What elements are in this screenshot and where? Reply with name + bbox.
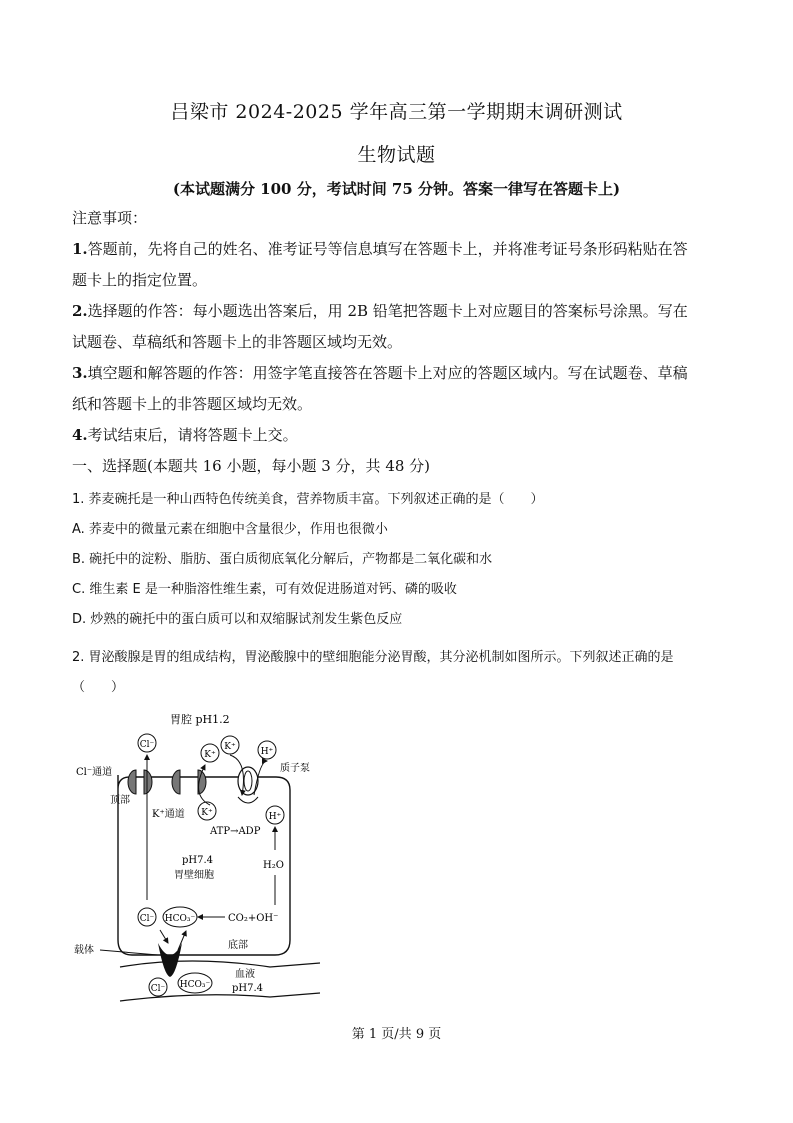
notice-item-3-cont: 纸和答题卡上的非答题区域均无效。 xyxy=(72,395,313,413)
section-title: 一、选择题(本题共 16 小题，每小题 3 分，共 48 分) xyxy=(72,457,431,475)
notice-num: 3. xyxy=(72,364,88,382)
svg-text:K⁺: K⁺ xyxy=(201,808,213,818)
carrier-label: 载体 xyxy=(74,945,94,956)
svg-text:HCO₃⁻: HCO₃⁻ xyxy=(179,980,211,990)
q1-option-c: C. 维生素 E 是一种脂溶性维生素，可有效促进肠道对钙、磷的吸收 xyxy=(72,582,457,597)
blood-ph-label: pH7.4 xyxy=(232,983,264,994)
svg-text:H⁺: H⁺ xyxy=(260,747,274,757)
notice-item-3 xyxy=(72,358,722,389)
svg-text:K⁺: K⁺ xyxy=(204,750,216,760)
svg-text:K⁺: K⁺ xyxy=(224,742,236,752)
q2-stem-cont: （ ） xyxy=(72,680,125,695)
blood-vessel-top xyxy=(120,961,320,967)
h2o-label: H₂O xyxy=(263,860,284,871)
notice-text: 考试结束后，请将答题卡上交。 xyxy=(87,426,298,444)
subject-title: 生物试题 xyxy=(357,144,436,166)
notice-item-2-cont: 试题卷、草稿纸和答题卡上的非答题区域均无效。 xyxy=(72,333,403,351)
svg-text:Cl⁻: Cl⁻ xyxy=(139,914,155,924)
q1-option-d: D. 炒熟的碗托中的蛋白质可以和双缩脲试剂发生紫色反应 xyxy=(72,612,403,627)
svg-text:H⁺: H⁺ xyxy=(268,812,282,822)
atp-label: ATP→ADP xyxy=(210,826,261,837)
notice-num: 1. xyxy=(72,240,88,258)
notice-item-1-cont: 题卡上的指定位置。 xyxy=(72,271,208,289)
q1-option-b: B. 碗托中的淀粉、脂肪、蛋白质彻底氧化分解后，产物都是二氧化碳和水 xyxy=(72,552,493,567)
notice-text: 答题前，先将自己的姓名、准考证号等信息填写在答题卡上，并将准考证号条形码粘贴在答 xyxy=(87,240,688,258)
co2-label: CO₂+OH⁻ xyxy=(228,913,279,924)
q1-stem: 1. 荞麦碗托是一种山西特色传统美食，营养物质丰富。下列叙述正确的是（ ） xyxy=(72,492,544,507)
exam-note: (本试题满分 100 分，考试时间 75 分钟。答案一律写在答题卡上) xyxy=(172,180,621,198)
proton-pump-label: 质子泵 xyxy=(280,763,310,774)
notice-num: 4. xyxy=(72,426,88,444)
cell-ph-label: pH7.4 xyxy=(182,855,214,866)
blood-label: 血液 xyxy=(235,969,255,980)
notice-text: 填空题和解答题的作答：用签字笔直接答在答题卡上对应的答题区域内。写在试题卷、草稿 xyxy=(87,364,688,382)
cl-channel-label: Cl⁻通道 xyxy=(76,767,113,778)
basal-label: 底部 xyxy=(228,940,248,951)
svg-text:Cl⁻: Cl⁻ xyxy=(139,740,155,750)
notice-heading: 注意事项： xyxy=(72,209,148,227)
apical-label: 顶部 xyxy=(110,795,130,806)
k-channel-label: K⁺通道 xyxy=(152,809,185,820)
notice-item-1 xyxy=(72,234,722,265)
cell-name-label: 胃壁细胞 xyxy=(174,870,214,881)
svg-text:HCO₃⁻: HCO₃⁻ xyxy=(164,914,196,924)
notice-item-2 xyxy=(72,296,722,327)
parietal-cell-diagram xyxy=(70,705,330,1015)
page-footer: 第 1 页/共 9 页 xyxy=(351,1027,442,1042)
blood-vessel-bottom xyxy=(120,993,320,1001)
svg-text:Cl⁻: Cl⁻ xyxy=(150,984,166,994)
cl-channel-shape xyxy=(128,770,136,794)
lumen-label: 胃腔 pH1.2 xyxy=(170,713,230,726)
notice-item-4 xyxy=(72,420,722,451)
exam-title: 吕梁市 2024-2025 学年高三第一学期期末调研测试 xyxy=(170,101,623,123)
q2-stem: 2. 胃泌酸腺是胃的组成结构，胃泌酸腺中的壁细胞能分泌胃酸，其分泌机制如图所示。下列叙述正确的是 xyxy=(72,650,674,665)
q1-option-a: A. 荞麦中的微量元素在细胞中含量很少，作用也很微小 xyxy=(72,522,388,537)
notice-text: 选择题的作答：每小题选出答案后，用 2B 铅笔把答题卡上对应题目的答案标号涂黑。写在 xyxy=(87,302,688,320)
notice-num: 2. xyxy=(72,302,88,320)
k-channel-shape xyxy=(172,770,180,794)
